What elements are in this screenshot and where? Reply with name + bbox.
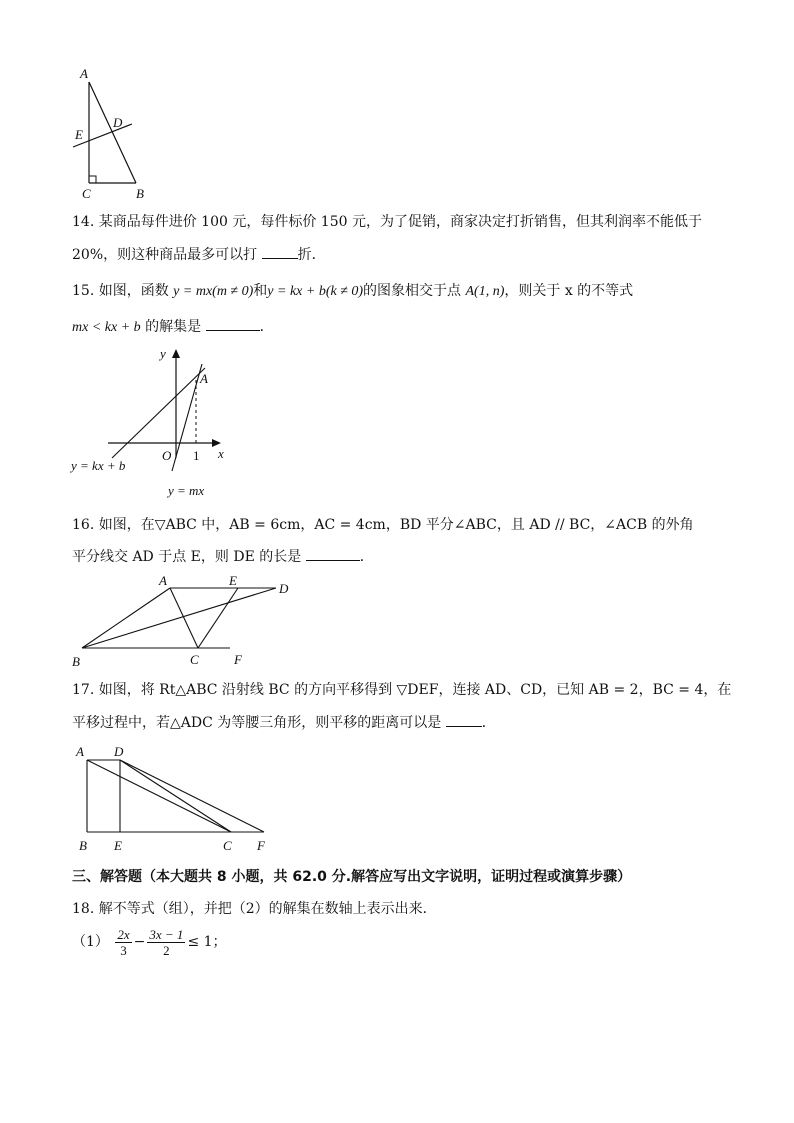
q18-frac2-numerator: 3x − 1 [149,926,184,942]
q18-minus: − [133,934,146,950]
label-mx: y = mx [168,483,205,498]
figure-q15-graph [68,346,248,506]
line-bd [82,588,276,648]
q18-frac1-denominator: 3 [120,942,127,958]
q15-answer-blank[interactable] [206,316,260,331]
q15-end: ． [259,319,274,335]
q14-text-3: 折． [297,247,326,263]
label-kx-b: y = kx + b [71,458,126,473]
label-c: C [190,652,199,667]
line-ac [87,760,231,832]
q17-text-2: 平移过程中，若△ADC 为等腰三角形，则平移的距离可以是 [72,715,442,731]
q16-line1 [72,515,694,535]
q17-line1 [72,680,731,700]
label-f: F [257,838,265,853]
q15-func2: y = kx + b(k ≠ 0) [267,284,364,299]
section-3-heading: 三、解答题（本大题共 8 小题，共 62.0 分.解答应写出文字说明，证明过程或演算步骤） [72,869,632,885]
label-origin: O [162,448,172,463]
line-ac [170,588,198,648]
q14-number: 14. [72,214,95,230]
label-e: E [229,573,237,588]
q14-line2 [72,244,326,265]
q15-line1 [72,281,633,302]
label-d: D [279,581,289,596]
line-y-kx-b [112,368,205,458]
q18-frac2-denominator: 2 [163,942,170,958]
q15-inequality: mx < kx + b [72,320,141,335]
q15-text-2: 的图象相交于点 [363,283,462,299]
label-a: A [76,744,84,759]
q16-answer-blank[interactable] [306,546,360,561]
q18-text-1: 解不等式（组），并把（2）的解集在数轴上表示出来． [98,901,437,917]
q17-end: ． [481,715,496,731]
q18-part1 [72,924,227,964]
label-e: E [75,127,83,142]
label-a: A [80,66,88,81]
y-axis-arrow [172,349,180,358]
q15-text-3: ，则关于 x 的不等式 [504,283,634,299]
q17-line2 [72,712,496,733]
q14-text-1: 某商品每件进价 100 元，每件标价 150 元，为了促销，商家决定打折销售，但其利润率不能低于 [98,214,702,230]
label-d: D [114,744,124,759]
line-ba [82,588,170,648]
q18-fraction-2 [147,927,185,958]
q14-text-2: 20%，则这种商品最多可以打 [72,247,258,263]
q16-end: ． [359,549,374,565]
q17-answer-blank[interactable] [446,712,482,727]
label-point-a: A [200,371,208,386]
q15-text-4: 的解集是 [145,319,202,335]
q15-line2 [72,316,274,338]
q18-frac1-numerator: 2x [117,926,130,942]
label-b: B [79,838,87,853]
figure-q13-triangle [60,60,170,205]
q14-line1 [72,212,702,232]
label-x-axis: x [218,446,224,461]
q16-text-1: 如图，在▽ABC 中，AB = 6cm，AC = 4cm，BD 平分∠ABC，且 AD // BC，∠ACB 的外角 [98,517,694,533]
figure-q17-translation [68,738,288,858]
line-df [120,760,264,832]
q15-func1: y = mx(m ≠ 0) [173,284,254,299]
line-dc [120,760,231,832]
label-d: D [113,115,123,130]
q18-line1 [72,899,437,919]
label-c: C [82,186,91,201]
q17-number: 17. [72,682,95,698]
q15-number: 15. [72,283,95,299]
label-a: A [159,573,167,588]
q15-text-mid: 和 [253,283,268,299]
q18-fraction-1 [115,927,131,958]
q16-text-2: 平分线交 AD 于点 E，则 DE 的长是 [72,549,302,565]
q16-number: 16. [72,517,95,533]
figure-q16-triangle [68,570,308,670]
q15-point: A(1, n) [465,284,505,299]
q14-answer-blank[interactable] [262,244,298,259]
label-f: F [234,652,242,667]
q17-text-1: 如图，将 Rt△ABC 沿射线 BC 的方向平移得到 ▽DEF，连接 AD、CD，已知 AB = 2，BC = 4，在 [98,682,732,698]
line-ab [89,82,136,183]
label-tick-1: 1 [193,448,200,463]
q18-rhs: ≤ 1； [187,934,227,950]
label-b: B [136,186,144,201]
line-ce [198,588,238,648]
q16-line2 [72,546,374,567]
q15-text-1: 如图，函数 [98,283,169,299]
label-e: E [114,838,122,853]
right-angle-mark [89,176,96,183]
q18-part1-label: （1） [72,934,109,950]
label-y-axis: y [160,346,166,361]
label-c: C [223,838,232,853]
label-b: B [72,654,80,669]
q18-number: 18. [72,901,95,917]
